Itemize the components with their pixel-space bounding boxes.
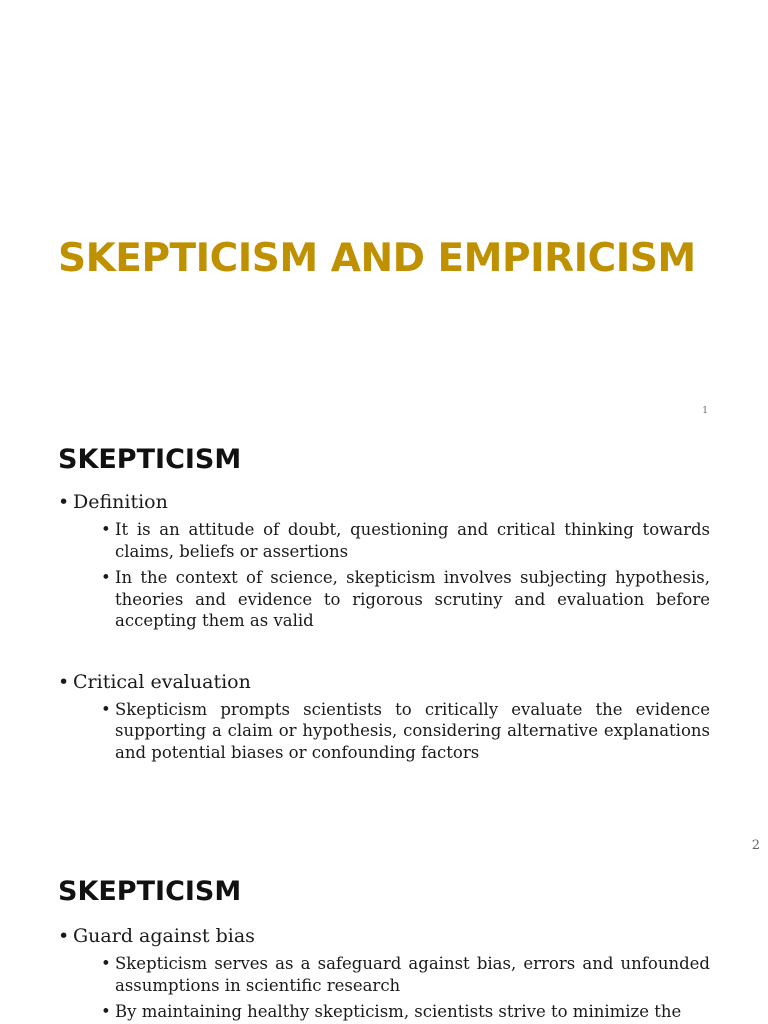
sub-bullet: • Skepticism prompts scientists to critically evaluate the evidence supporting a claim or hypothesis, considering alternative explanations and potential biases or confounding factors (101, 699, 710, 764)
sub-bullet: • In the context of science, skepticism involves subjecting hypothesis, theories and evidence to rigorous scrutiny and evaluation before accepting them as valid (101, 567, 710, 632)
slide-3 (0, 862, 768, 1024)
page-number: 2 (751, 838, 760, 853)
sub-bullet: • By maintaining healthy skepticism, scientists strive to minimize the (101, 1001, 710, 1023)
slide-content (58, 490, 710, 763)
slide-heading: SKEPTICISM (58, 876, 242, 907)
bullet-critical-evaluation: • Critical evaluation (58, 670, 710, 694)
slide-content (58, 924, 710, 1023)
slide-heading: SKEPTICISM (58, 444, 242, 475)
slide-1 (0, 0, 768, 430)
slide-2 (0, 430, 768, 862)
sub-bullet: • It is an attitude of doubt, questioning and critical thinking towards claims, beliefs or assertions (101, 519, 710, 562)
sub-bullet: • Skepticism serves as a safeguard against bias, errors and unfounded assumptions in scientific research (101, 953, 710, 996)
bullet-guard-against-bias: • Guard against bias (58, 924, 710, 948)
slide-title: SKEPTICISM AND EMPIRICISM (58, 236, 696, 281)
page-number: 1 (702, 406, 708, 416)
bullet-definition: • Definition (58, 490, 710, 514)
